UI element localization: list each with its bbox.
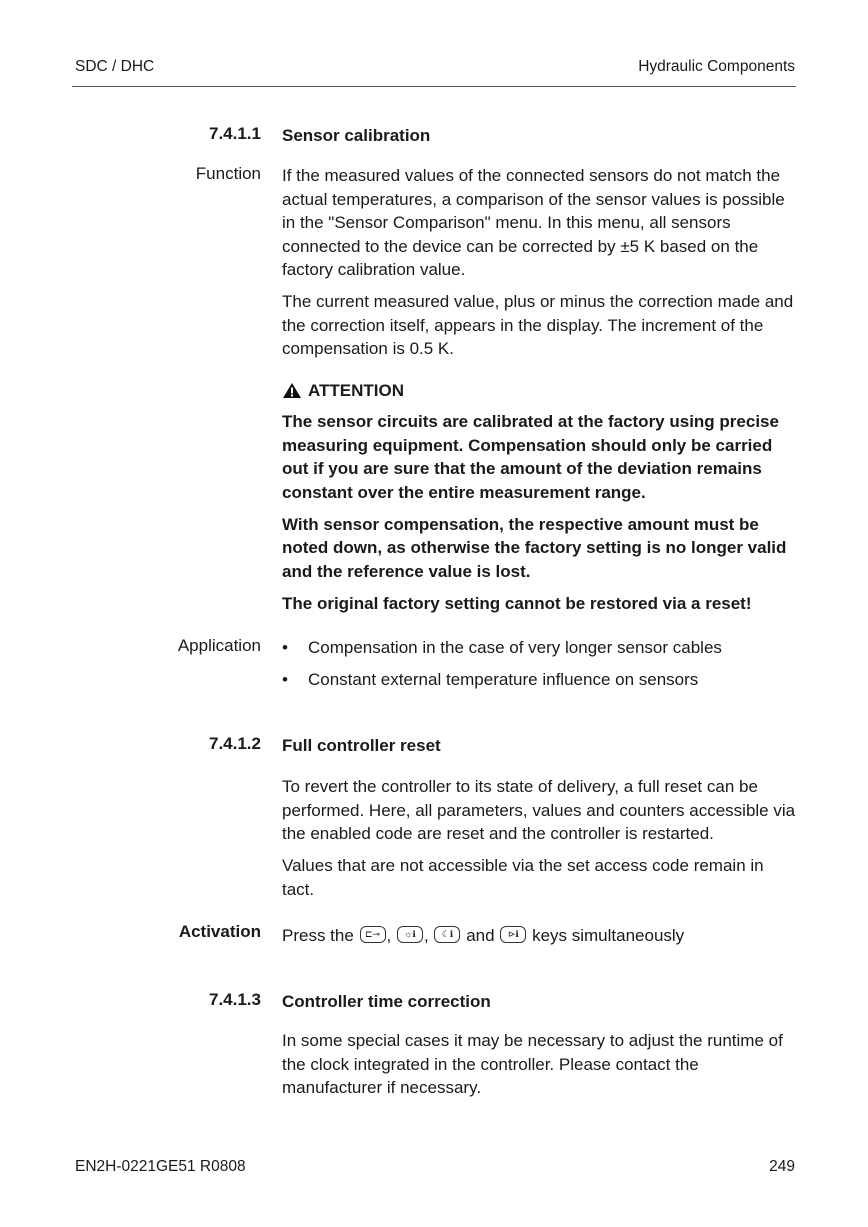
function-paragraph-1: If the measured values of the connected sensors do not match the actual temperatures, a comparison of the sensor values is possible in the "Sensor Comparison" menu. In this menu, all sensors connected to the device can be corrected by ±5 K based on the factory calibration value. (282, 166, 785, 279)
bullet-icon: • (282, 638, 288, 657)
header-doc-title: SDC / DHC (75, 58, 155, 75)
section-number: 7.4.1.3 (209, 990, 261, 1009)
section-title: Sensor calibration (282, 126, 431, 145)
section-number: 7.4.1.2 (209, 734, 261, 753)
activation-label: Activation (178, 922, 261, 941)
section-number: 7.4.1.1 (209, 124, 261, 143)
application-content (282, 636, 797, 700)
list-item-text: Constant external temperature influence on sensors (308, 670, 699, 689)
attention-label: ATTENTION (308, 380, 405, 400)
attention-heading (282, 379, 797, 403)
section-title: Controller time correction (282, 992, 491, 1011)
full-reset-content (282, 775, 797, 910)
reset-paragraph-2: Values that are not accessible via the set access code remain in tact. (282, 856, 764, 899)
function-paragraph-2: The current measured value, plus or minus the correction made and the correction itself, appears in the display. The increment of the compensation is 0.5 K. (282, 292, 794, 358)
function-label: Function (195, 164, 261, 183)
footer-doc-number: EN2H-0221GE51 R0808 (75, 1158, 246, 1175)
day-temperature-key-icon: ☼ℹ (397, 926, 423, 943)
time-program-key-icon: ⊏⊸ (360, 926, 386, 943)
reset-paragraph-1: To revert the controller to its state of delivery, a full reset can be performed. Here, all parameters, values and counters accessible via the enabled code are reset and the controller is restarted. (282, 777, 796, 843)
time-correction-paragraph: In some special cases it may be necessary to adjust the runtime of the clock integrated in the controller. Please contact the manufacturer if necessary. (282, 1031, 783, 1097)
warning-paragraph-2: With sensor compensation, the respective amount must be noted down, as otherwise the factory setting is no longer valid and the reference value is lost. (282, 514, 787, 581)
header-divider (72, 86, 796, 87)
activation-prefix: Press the (282, 926, 354, 945)
header-chapter-title: Hydraulic Components (638, 58, 795, 75)
comma: , (386, 926, 392, 945)
activation-content (282, 924, 797, 948)
warning-paragraph-3: The original factory setting cannot be restored via a reset! (282, 593, 752, 613)
application-list (282, 636, 797, 692)
list-item (282, 636, 797, 660)
warning-triangle-icon (282, 382, 302, 399)
section-title: Full controller reset (282, 736, 441, 755)
night-temperature-key-icon: ☾ℹ (434, 926, 460, 943)
list-item-text: Compensation in the case of very longer sensor cables (308, 638, 722, 657)
page-number: 249 (769, 1158, 795, 1175)
activation-suffix: keys simultaneously (532, 926, 685, 945)
info-key-icon: ⊳ℹ (500, 926, 526, 943)
time-correction-content (282, 1029, 797, 1108)
application-label: Application (177, 636, 261, 655)
and-text: and (466, 926, 495, 945)
warning-paragraph-1: The sensor circuits are calibrated at the factory using precise measuring equipment. Compensation should only be carried out if you are sure that the amount of the deviation remains constant over the entire measurement range. (282, 412, 779, 502)
bullet-icon: • (282, 670, 288, 689)
comma: , (424, 926, 429, 945)
list-item (282, 668, 797, 692)
function-content (282, 164, 797, 624)
